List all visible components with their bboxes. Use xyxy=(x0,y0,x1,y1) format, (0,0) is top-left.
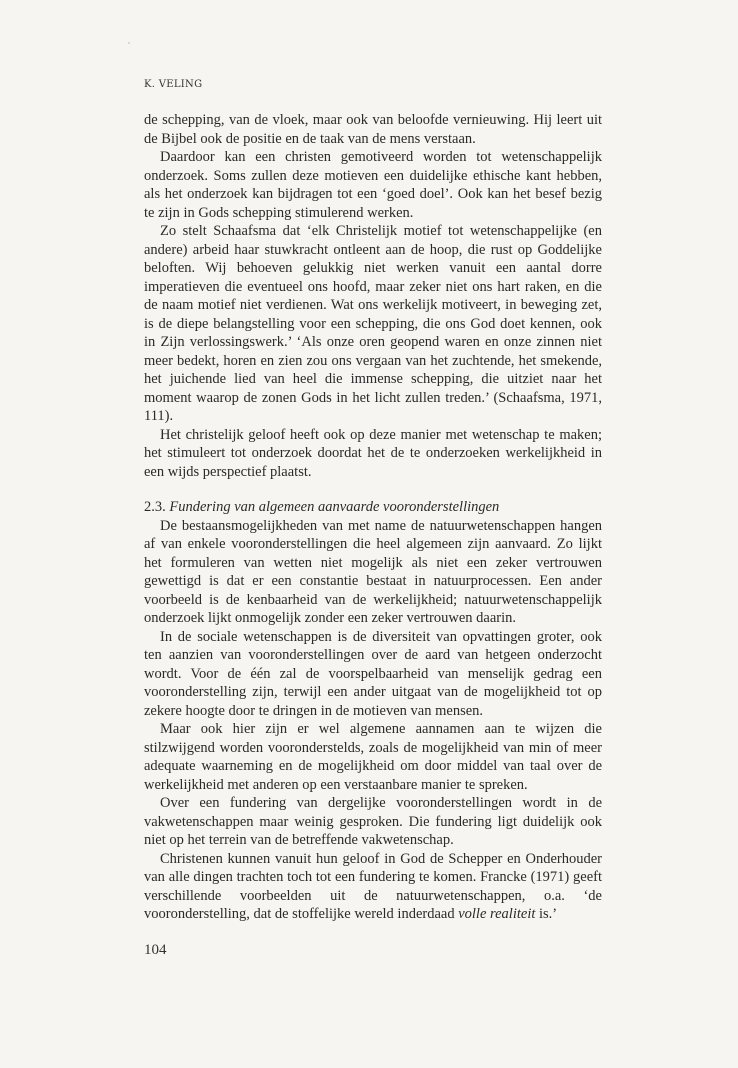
paragraph: Maar ook hier zijn er wel algemene aannamen aan te wijzen die stilzwijgend worden vooronderstelds, zoals de mogelijkheid van min of meer adequate waarneming en de mogelijkheid om door middel van taal over de werkelijkheid met anderen op een verstaanbare manier te spreken. xyxy=(144,721,602,793)
emphasis-text: volle realiteit xyxy=(458,906,536,922)
paragraph: In de sociale wetenschappen is de diversiteit van opvattingen groter, ook ten aanzien van vooronderstellingen over de aard van hetgeen onderzocht wordt. Voor de één zal de voorspelbaarheid van menselijk gedrag een vooronderstelling zijn, terwijl een ander uitgaat van de mogelijkheid tot op zekere hoogte door te dringen in de motieven van mensen. xyxy=(144,628,602,719)
paragraph: De bestaansmogelijkheden van met name de natuurwetenschappen hangen af van enkele vooronderstellingen die heel algemeen zijn aanvaard. Zo lijkt het formuleren van wetten niet mogelijk als niet een zeker vertrouwen gewettigd is dat er een constantie bestaat in natuurprocessen. Een ander voorbeeld is de kenbaarheid van de werkelijkheid; natuurwetenschappelijk onderzoek lijkt onmogelijk zonder een zeker vertrouwen daarin. xyxy=(144,517,602,626)
section-title: Fundering van algemeen aanvaarde vooronderstellingen xyxy=(169,499,500,515)
body-text xyxy=(144,111,602,924)
paragraph: Daardoor kan een christen gemotiveerd worden tot wetenschappelijk onderzoek. Soms zullen deze motieven een duidelijke ethische kant hebben, als het onderzoek kan bijdragen tot een ‘goed doel’. Ook kan het besef bezig te zijn in Gods schepping stimulerend werken. xyxy=(144,149,602,221)
paragraph-text: Christenen kunnen vanuit hun geloof in God de Schepper en Onderhouder van alle dingen trachten toch tot een fundering te komen. Francke (1971) geeft verschillende voorbeelden uit de natuurwetenschappen, o.a. ‘de vooronderstelling, dat de stoffelijke wereld inderdaad xyxy=(144,850,602,922)
paragraph-last xyxy=(144,850,602,924)
running-head: K. VELING xyxy=(144,79,203,90)
paragraph: Zo stelt Schaafsma dat ‘elk Christelijk motief tot wetenschappelijke (en andere) arbeid haar stuwkracht ontleent aan de hoop, die rust op Goddelijke beloften. Wij behoeven gelukkig niet werken vanuit een aantal dorre imperatieven die eventueel ons hoofd, maar zeker niet ons hart raken, en die de naam motief niet verdienen. Wat ons werkelijk motiveert, in beweging zet, is de diepe belangstelling voor een schepping, die ons God doet kennen, ook in Zijn verlossingswerk.’ ‘Als onze oren geopend waren en onze zinnen niet meer bedekt, horen en zien zou ons vergaan van het zuchtende, het smekende, het juichende lied van heel die immense schepping, die uitziet naar het moment waarop de zonen Gods in het licht zullen treden.’ (Schaafsma, 1971, 111). xyxy=(144,223,602,424)
paragraph: de schepping, van de vloek, maar ook van beloofde vernieuwing. Hij leert uit de Bijbel ook de positie en de taak van de mens verstaan. xyxy=(144,112,602,147)
page-number: 104 xyxy=(144,942,167,958)
paragraph: Het christelijk geloof heeft ook op deze manier met wetenschap te maken; het stimuleert tot onderzoek doordat het de te onderzoeken werkelijkheid in een wijds perspectief plaatst. xyxy=(144,426,602,480)
scan-speck xyxy=(128,42,130,44)
section-number: 2.3. xyxy=(144,499,166,515)
paragraph: Over een fundering van dergelijke vooronderstellingen wordt in de vakwetenschappen maar weinig gesproken. Die fundering ligt duidelijk ook niet op het terrein van de betreffende vakwetenschap. xyxy=(144,795,602,848)
paragraph-tail: is.’ xyxy=(539,906,558,922)
section-heading xyxy=(144,498,602,517)
